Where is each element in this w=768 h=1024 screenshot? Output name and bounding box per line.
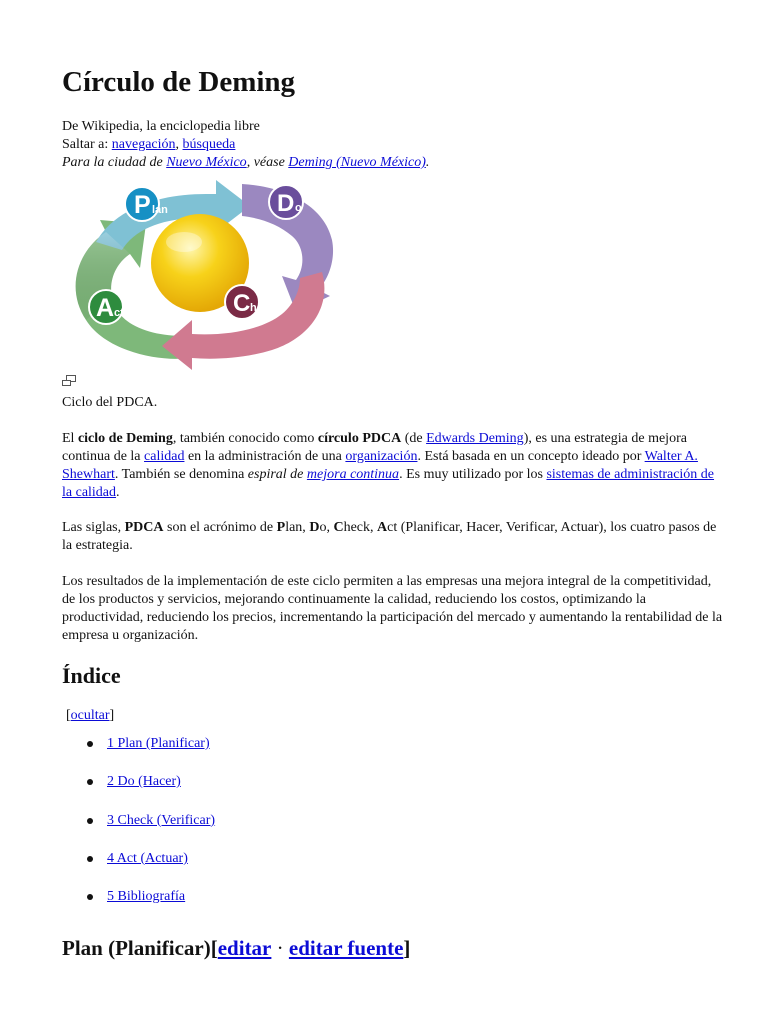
- toc-item: [62, 773, 215, 811]
- edit-section-link[interactable]: editar: [217, 936, 272, 960]
- do-badge: [269, 185, 303, 219]
- jump-to: Saltar a: navegación, búsqueda: [62, 137, 236, 152]
- link-sistemas-calidad[interactable]: sistemas de administración de la calidad: [62, 467, 715, 500]
- table-of-contents: [62, 735, 215, 926]
- plan-letter: P: [134, 191, 151, 219]
- enlarge-icon[interactable]: [62, 375, 78, 387]
- do-rest: o: [295, 202, 302, 214]
- bullet-icon: [87, 818, 93, 824]
- link-edwards-deming[interactable]: Edwards Deming: [426, 431, 524, 446]
- toc-link-check[interactable]: 3 Check (Verificar): [107, 812, 216, 828]
- toc-item: [62, 850, 215, 888]
- intro-paragraph: El ciclo de Deming, también conocido como círculo PDCA (de Edwards Deming), es una estrategia de mejora continua de la calidad en la administración de una organización. Está basada en un concepto ideado por Walter A. Shewhart. También se denomina espiral de mejora continua. Es muy utilizado por los sistemas de administración de la calidad.: [62, 431, 715, 500]
- bullet-icon: [87, 856, 93, 862]
- check-rest: heck: [250, 302, 276, 314]
- act-rest: ct: [114, 307, 124, 319]
- acronym-paragraph: Las siglas, PDCA son el acrónimo de Plan, Do, Check, Act (Planificar, Hacer, Verificar, Actuar), los cuatro pasos de la estrategia.: [62, 520, 717, 553]
- page-meta: [62, 118, 429, 172]
- toc-item: [62, 735, 215, 773]
- hide-toc-link[interactable]: ocultar: [70, 708, 110, 723]
- figure-caption: Ciclo del PDCA.: [62, 395, 158, 410]
- toc-item: [62, 888, 215, 926]
- page-title: Círculo de Deming: [62, 66, 296, 98]
- toc-link-act[interactable]: 4 Act (Actuar): [107, 850, 188, 866]
- bullet-icon: [87, 894, 93, 900]
- jump-search-link[interactable]: búsqueda: [182, 137, 236, 152]
- toc-link-plan[interactable]: 1 Plan (Planificar): [107, 736, 210, 751]
- results-paragraph: Los resultados de la implementación de este ciclo permiten a las empresas una mejora integral de la competitividad, de los productos y servicios, mejorando continuamente la calidad, reduciendo los costos, optimizando la productividad, reduciendo los precios, incrementando la participación del mercado y aumentando la rentabilidad de la empresa u organización.: [62, 574, 723, 643]
- index-heading: Índice: [62, 663, 121, 688]
- do-letter: D: [277, 190, 295, 217]
- jump-navigation-link[interactable]: navegación: [111, 137, 176, 152]
- pdca-cycle-image[interactable]: [66, 180, 342, 370]
- toc-toggle: [ocultar]: [66, 708, 115, 723]
- act-badge: [89, 290, 124, 324]
- link-calidad[interactable]: calidad: [144, 449, 185, 464]
- bullet-icon: [87, 741, 93, 747]
- link-mejora-continua[interactable]: mejora continua: [306, 467, 400, 482]
- toc-link-do[interactable]: 2 Do (Hacer): [107, 774, 181, 790]
- toc-item: [62, 812, 215, 850]
- act-letter: A: [96, 294, 115, 322]
- bullet-icon: [87, 779, 93, 785]
- check-badge: [225, 285, 276, 319]
- edit-source-link[interactable]: editar fuente: [288, 936, 404, 960]
- check-letter: C: [233, 290, 251, 317]
- section-heading-plan: Plan (Planificar)[editar · editar fuente]: [62, 936, 411, 960]
- plan-badge: [125, 187, 168, 221]
- site-sub: De Wikipedia, la enciclopedia libre: [62, 119, 260, 134]
- link-walter-shewhart[interactable]: Walter A. Shewhart: [62, 449, 698, 482]
- plan-rest: lan: [152, 204, 168, 216]
- toc-link-bibliografia[interactable]: 5 Bibliografía: [107, 889, 186, 905]
- link-organizacion[interactable]: organización: [345, 449, 418, 464]
- hatnote-link-nuevo-mexico[interactable]: Nuevo México: [166, 155, 247, 170]
- hatnote: Para la ciudad de Nuevo México, véase Deming (Nuevo México).: [62, 155, 430, 170]
- hatnote-link-deming-nm[interactable]: Deming (Nuevo México): [288, 155, 426, 170]
